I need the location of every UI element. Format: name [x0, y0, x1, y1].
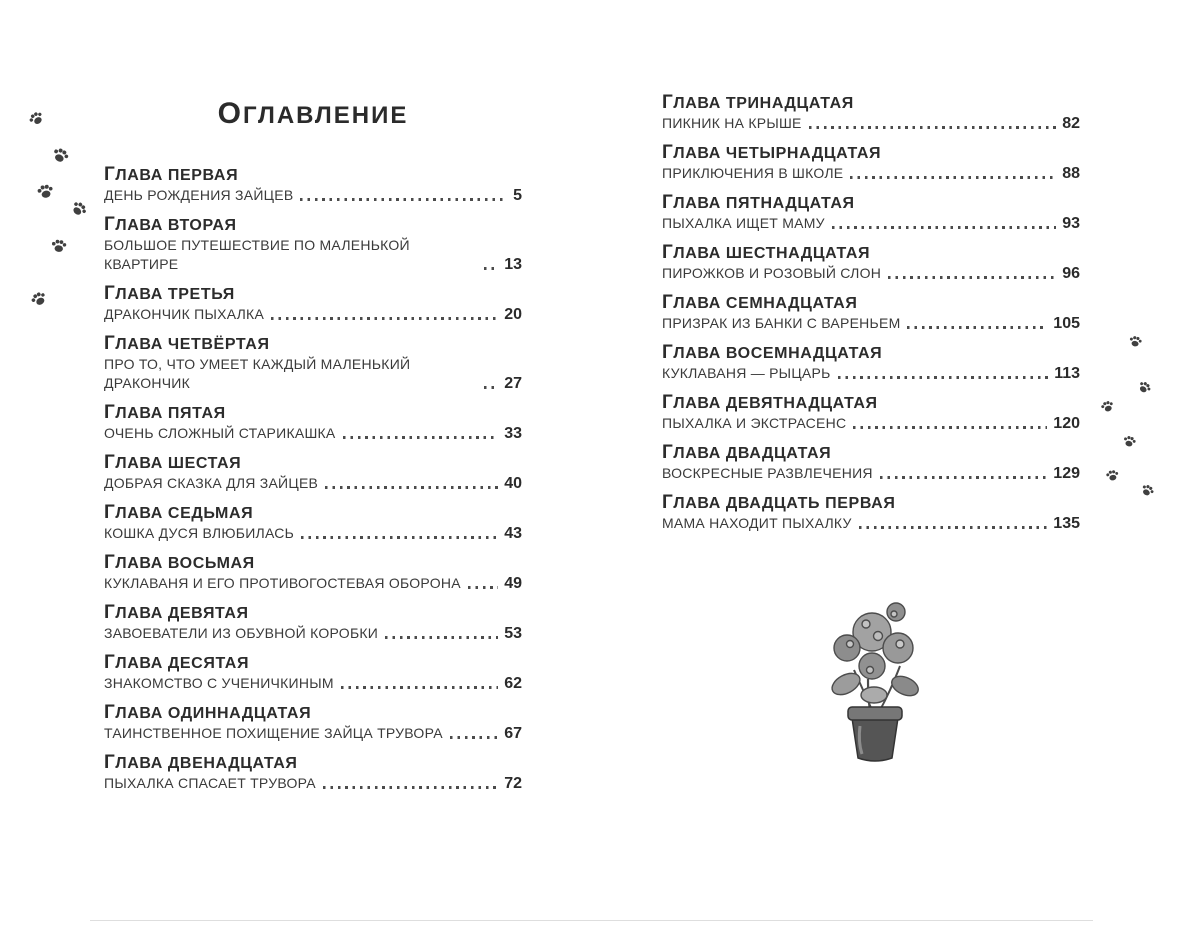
toc-entry: [662, 392, 1080, 433]
chapter-title-row: [104, 474, 522, 493]
page-number: 13: [504, 256, 522, 273]
dotted-leader: [888, 276, 1056, 279]
toc-entry: [104, 652, 522, 693]
toc-entry: [662, 492, 1080, 533]
chapter-title-row: [104, 186, 522, 205]
paw-print-icon: [1098, 397, 1117, 416]
dotted-leader: [838, 376, 1049, 379]
paw-print-icon: [49, 236, 69, 256]
chapter-title-row: [662, 364, 1080, 383]
paw-print-icon: [34, 180, 57, 203]
toc-entry: [662, 92, 1080, 133]
chapter-title-row: [662, 164, 1080, 183]
chapter-title: ПРИКЛЮЧЕНИЯ В ШКОЛЕ: [662, 165, 844, 181]
page-number: 40: [504, 475, 522, 492]
chapter-title-row: [662, 314, 1080, 333]
chapter-title-row: [662, 214, 1080, 233]
dotted-leader: [850, 176, 1056, 179]
toc-entry: [662, 292, 1080, 333]
dotted-leader: [859, 526, 1048, 529]
paw-print-icon: [66, 196, 91, 221]
toc-entry: [104, 402, 522, 443]
chapter-title: МАМА НАХОДИТ ПЫХАЛКУ: [662, 515, 852, 531]
dotted-leader: [341, 686, 498, 689]
chapter-heading: ГЛАВА ВОСЕМНАДЦАТАЯ: [662, 342, 883, 363]
toc-entry: [104, 214, 522, 274]
dotted-leader: [468, 586, 498, 589]
page-number: 105: [1053, 315, 1080, 332]
chapter-title-row: [104, 355, 522, 393]
paw-print-icon: [1120, 432, 1138, 450]
page-number: 20: [504, 306, 522, 323]
chapter-title-row: [104, 774, 522, 793]
toc-entry: [104, 333, 522, 393]
dotted-leader: [832, 226, 1056, 229]
page-number: 93: [1062, 215, 1080, 232]
toc-entry: [662, 192, 1080, 233]
chapter-heading: ГЛАВА СЕМНАДЦАТАЯ: [662, 292, 858, 313]
chapter-title: ДРАКОНЧИК ПЫХАЛКА: [104, 306, 265, 322]
chapter-heading: ГЛАВА ПЕРВАЯ: [104, 164, 239, 185]
dotted-leader: [853, 426, 1047, 429]
chapter-heading: ГЛАВА ТРЕТЬЯ: [104, 283, 235, 304]
dotted-leader: [271, 317, 498, 320]
chapter-heading: ГЛАВА ВОСЬМАЯ: [104, 552, 255, 573]
chapter-heading: ГЛАВА ДВАДЦАТАЯ: [662, 442, 832, 463]
page-number: 88: [1062, 165, 1080, 182]
page-number: 129: [1053, 465, 1080, 482]
chapter-title-row: [104, 724, 522, 743]
chapter-title-row: [104, 236, 522, 274]
toc-entry: [662, 242, 1080, 283]
page-number: 96: [1062, 265, 1080, 282]
dotted-leader: [450, 736, 498, 739]
page-title: ОГЛАВЛЕНИЕ: [217, 97, 409, 130]
chapter-title: ОЧЕНЬ СЛОЖНЫЙ СТАРИКАШКА: [104, 425, 336, 441]
page-number: 49: [504, 575, 522, 592]
chapter-heading: ГЛАВА ПЯТАЯ: [104, 402, 226, 423]
toc-left-column: [104, 164, 522, 802]
toc-entry: [104, 164, 522, 205]
chapter-title: ПЫХАЛКА И ЭКСТРАСЕНС: [662, 415, 847, 431]
dotted-leader: [323, 786, 498, 789]
chapter-heading: ГЛАВА ШЕСТНАДЦАТАЯ: [662, 242, 871, 263]
chapter-title-row: [104, 574, 522, 593]
chapter-title-row: [104, 674, 522, 693]
chapter-heading: ГЛАВА ЧЕТВЁРТАЯ: [104, 333, 270, 354]
toc-entry: [662, 142, 1080, 183]
chapter-heading: ГЛАВА ТРИНАДЦАТАЯ: [662, 92, 854, 113]
chapter-title-row: [662, 114, 1080, 133]
paw-print-icon: [1137, 480, 1157, 500]
dotted-leader: [880, 476, 1048, 479]
chapter-heading: ГЛАВА ДВАДЦАТЬ ПЕРВАЯ: [662, 492, 896, 513]
chapter-heading: ГЛАВА ДВЕНАДЦАТАЯ: [104, 752, 298, 773]
page-number: 43: [504, 525, 522, 542]
chapter-heading: ГЛАВА ОДИННАДЦАТАЯ: [104, 702, 312, 723]
chapter-title: ПРИЗРАК ИЗ БАНКИ С ВАРЕНЬЕМ: [662, 315, 901, 331]
chapter-title: БОЛЬШОЕ ПУТЕШЕСТВИЕ ПО МАЛЕНЬКОЙ КВАРТИРЕ: [104, 237, 410, 272]
chapter-title-row: [104, 624, 522, 643]
toc-entry: [104, 752, 522, 793]
toc-right-column: [662, 92, 1080, 542]
dotted-leader: [484, 267, 498, 270]
dotted-leader: [385, 636, 498, 639]
page-number: 62: [504, 675, 522, 692]
toc-entry: [104, 602, 522, 643]
chapter-title-row: [662, 264, 1080, 283]
chapter-heading: ГЛАВА ШЕСТАЯ: [104, 452, 242, 473]
chapter-title: ДОБРАЯ СКАЗКА ДЛЯ ЗАЙЦЕВ: [104, 475, 319, 491]
chapter-heading: ГЛАВА ЧЕТЫРНАДЦАТАЯ: [662, 142, 882, 163]
chapter-title: ДЕНЬ РОЖДЕНИЯ ЗАЙЦЕВ: [104, 187, 294, 203]
page-bottom-edge: [90, 920, 1093, 921]
dotted-leader: [301, 536, 498, 539]
page-number: 27: [504, 375, 522, 392]
page-number: 67: [504, 725, 522, 742]
chapter-title-row: [104, 524, 522, 543]
paw-print-icon: [1134, 377, 1155, 398]
chapter-title: КУКЛАВАНЯ — РЫЦАРЬ: [662, 365, 831, 381]
chapter-title: КОШКА ДУСЯ ВЛЮБИЛАСЬ: [104, 525, 295, 541]
chapter-heading: ГЛАВА ДЕВЯТАЯ: [104, 602, 249, 623]
chapter-heading: ГЛАВА ДЕСЯТАЯ: [104, 652, 250, 673]
chapter-title-row: [104, 424, 522, 443]
dotted-leader: [809, 126, 1057, 129]
toc-entry: [662, 342, 1080, 383]
toc-entry: [104, 452, 522, 493]
paw-print-icon: [27, 287, 52, 312]
chapter-heading: ГЛАВА ПЯТНАДЦАТАЯ: [662, 192, 855, 213]
flower-pot-illustration: [810, 573, 940, 765]
chapter-title: ВОСКРЕСНЫЕ РАЗВЛЕЧЕНИЯ: [662, 465, 873, 481]
dotted-leader: [325, 486, 498, 489]
paw-print-icon: [1104, 467, 1121, 484]
chapter-title-row: [662, 414, 1080, 433]
chapter-title-row: [104, 305, 522, 324]
toc-entry: [104, 502, 522, 543]
dotted-leader: [343, 436, 499, 439]
chapter-heading: ГЛАВА ДЕВЯТНАДЦАТАЯ: [662, 392, 878, 413]
chapter-title: ЗАВОЕВАТЕЛИ ИЗ ОБУВНОЙ КОРОБКИ: [104, 625, 379, 641]
paw-print-icon: [25, 107, 49, 131]
dotted-leader: [907, 326, 1047, 329]
paw-print-icon: [1127, 333, 1145, 351]
dotted-leader: [484, 386, 498, 389]
page-number: 5: [513, 187, 522, 204]
dotted-leader: [300, 198, 507, 201]
chapter-heading: ГЛАВА ВТОРАЯ: [104, 214, 237, 235]
paw-print-icon: [48, 143, 73, 168]
page-number: 120: [1053, 415, 1080, 432]
chapter-title-row: [662, 464, 1080, 483]
chapter-title: ТАИНСТВЕННОЕ ПОХИЩЕНИЕ ЗАЙЦА ТРУВОРА: [104, 725, 443, 741]
chapter-title: ЗНАКОМСТВО С УЧЕНИЧКИНЫМ: [104, 675, 334, 691]
page-number: 33: [504, 425, 522, 442]
page-number: 135: [1053, 515, 1080, 532]
toc-entry: [662, 442, 1080, 483]
page-number: 72: [504, 775, 522, 792]
toc-entry: [104, 702, 522, 743]
chapter-title: ПИКНИК НА КРЫШЕ: [662, 115, 802, 131]
chapter-title: ПЫХАЛКА ИЩЕТ МАМУ: [662, 215, 825, 231]
page-number: 113: [1054, 365, 1080, 382]
chapter-title: ПЫХАЛКА СПАСАЕТ ТРУВОРА: [104, 775, 316, 791]
chapter-heading: ГЛАВА СЕДЬМАЯ: [104, 502, 254, 523]
chapter-title: ПИРОЖКОВ И РОЗОВЫЙ СЛОН: [662, 265, 882, 281]
chapter-title: КУКЛАВАНЯ И ЕГО ПРОТИВОГОСТЕВАЯ ОБОРОНА: [104, 575, 461, 591]
toc-entry: [104, 283, 522, 324]
page-number: 53: [504, 625, 522, 642]
toc-entry: [104, 552, 522, 593]
chapter-title: ПРО ТО, ЧТО УМЕЕТ КАЖДЫЙ МАЛЕНЬКИЙ ДРАКОНЧИК: [104, 356, 411, 391]
page-number: 82: [1062, 115, 1080, 132]
chapter-title-row: [662, 514, 1080, 533]
